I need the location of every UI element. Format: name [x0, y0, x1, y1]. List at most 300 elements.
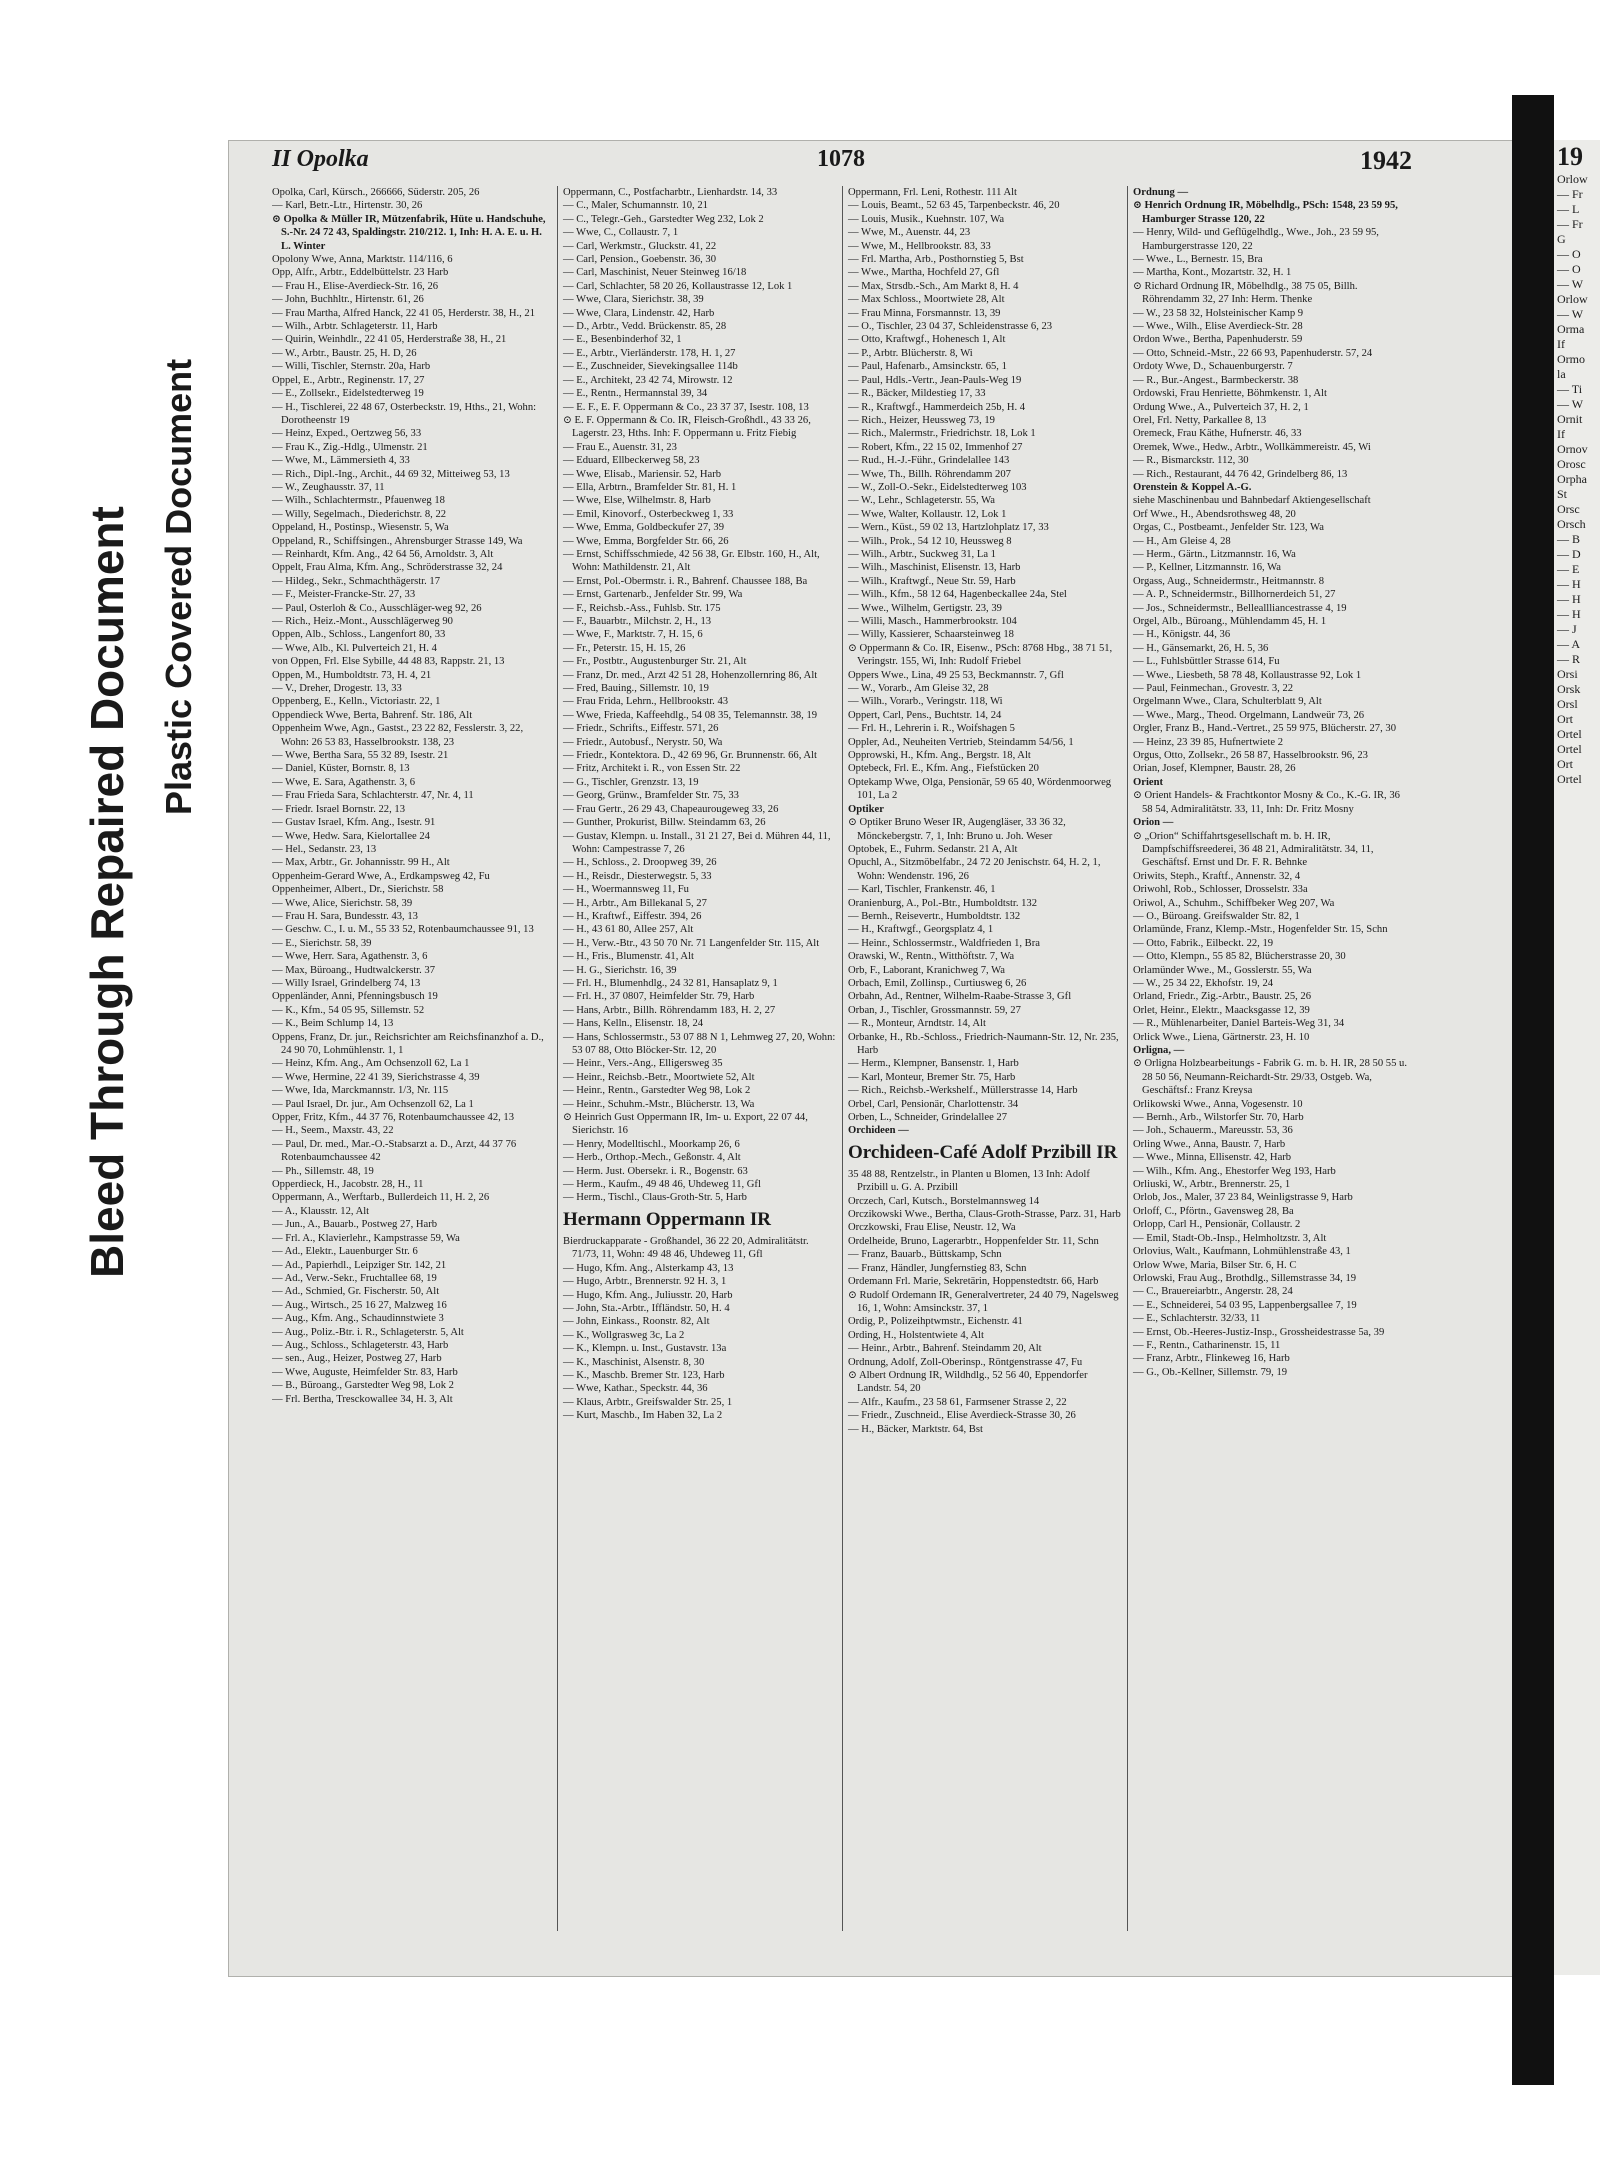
- directory-entry: Opprowski, H., Kfm. Ang., Bergstr. 18, Alt: [848, 750, 1031, 762]
- directory-entry: Orenstein & Koppel A.-G.: [1133, 481, 1252, 493]
- next-page-text-fragment: Ort: [1557, 712, 1573, 726]
- directory-entry: — E., Zuschneider, Sievekingsallee 114b: [563, 361, 738, 373]
- directory-entry: — Jun., A., Bauarb., Postweg 27, Harb: [272, 1219, 438, 1231]
- directory-entry: — R., Bäcker, Mildestieg 17, 33: [848, 388, 986, 400]
- directory-entry: — Wwe., Marg., Theod. Orgelmann, Landweür 73, 26: [1133, 709, 1365, 721]
- next-page-text-fragment: — B: [1557, 532, 1581, 546]
- directory-entry: — K., Kfm., 54 05 95, Sillemstr. 52: [272, 1004, 425, 1016]
- directory-entry: Orbahn, Ad., Rentner, Wilhelm-Raabe-Strasse 3, Gfl: [848, 991, 1072, 1003]
- directory-entry: — Franz, Dr. med., Arzt 42 51 28, Hohenzollernring 86, Alt: [563, 669, 818, 681]
- directory-entry: — Ph., Sillemstr. 48, 19: [272, 1165, 374, 1177]
- directory-entry: Orben, L., Schneider, Grindelallee 27: [848, 1112, 1008, 1124]
- directory-entry: ⊙ „Orion“ Schiffahrtsgesellschaft m. b. H. IR, Dampfschiffsreederei, 36 48 21, Admiralitätstr. 34, 11, Geschäftsf. Ernst und Dr. F. R. Behnke: [1133, 830, 1374, 869]
- directory-entry: — Karl, Monteur, Bremer Str. 75, Harb: [848, 1071, 1016, 1083]
- directory-entry: — Eduard, Ellbeckerweg 58, 23: [563, 455, 700, 467]
- directory-entry: — Friedr., Schrifts., Eiffestr. 571, 26: [563, 723, 719, 735]
- directory-entry: — Carl, Pension., Goebenstr. 36, 30: [563, 254, 717, 266]
- directory-entry: — Reinhardt, Kfm. Ang., 42 64 56, Arnoldstr. 3, Alt: [272, 548, 494, 560]
- directory-entry: Oppen, Alb., Schloss., Langenfort 80, 33: [272, 629, 446, 641]
- next-page-text-fragment: — O: [1557, 247, 1581, 261]
- directory-entry: — Frau Gertr., 26 29 43, Chapeaurougeweg 33, 26: [563, 803, 779, 815]
- directory-entry: — Wwe, E. Sara, Agathenstr. 3, 6: [272, 776, 416, 788]
- directory-entry: — Fr., Postbtr., Augustenburger Str. 21, Alt: [563, 656, 747, 668]
- directory-entry: — A., Klausstr. 12, Alt: [272, 1205, 370, 1217]
- directory-entry: Orb, F., Laborant, Kranichweg 7, Wa: [848, 964, 1005, 976]
- directory-entry: — Wwe., Liesbeth, 58 78 48, Kollaustrasse 92, Lok 1: [1133, 669, 1362, 681]
- directory-entry: Orion —: [1133, 817, 1174, 829]
- directory-entry: — Fred, Bauing., Sillemstr. 10, 19: [563, 683, 709, 695]
- directory-entry: — O., Tischler, 23 04 37, Schleidenstrasse 6, 23: [848, 321, 1053, 333]
- directory-entry: — Friedr., Kontektora. D., 42 69 96, Gr. Brunnenstr. 66, Alt: [563, 750, 817, 762]
- next-page-text-fragment: — O: [1557, 262, 1581, 276]
- next-page-text-fragment: la: [1557, 367, 1566, 381]
- directory-entry: — Louis, Beamt., 52 63 45, Tarpenbeckstr. 46, 20: [848, 200, 1060, 212]
- directory-entry: — Aug., Schloss., Schlageterstr. 43, Harb: [272, 1339, 449, 1351]
- directory-entry: — Willy, Kassierer, Schaarsteinweg 18: [848, 629, 1014, 641]
- directory-entry: — Otto, Kraftwgf., Hohenesch 1, Alt: [848, 334, 1006, 346]
- directory-entry: Ordelheide, Bruno, Lagerarbtr., Hoppenfelder Str. 11, Schn: [848, 1235, 1099, 1247]
- next-page-text-fragment: If: [1557, 337, 1565, 351]
- directory-entry: — Ad., Verw.-Sekr., Fruchtallee 68, 19: [272, 1272, 437, 1284]
- directory-entry: — Max, Arbtr., Gr. Johannisstr. 99 H., Alt: [272, 857, 450, 869]
- directory-entry: Oppert, Carl, Pens., Buchtstr. 14, 24: [848, 709, 1002, 721]
- directory-entry: — H., Woermannsweg 11, Fu: [563, 884, 689, 896]
- directory-entry: — Frau Frida, Lehrn., Hellbrookstr. 43: [563, 696, 729, 708]
- directory-entry: — Wwe, Else, Wilhelmstr. 8, Harb: [563, 495, 711, 507]
- directory-entry: — G., Tischler, Grenzstr. 13, 19: [563, 776, 699, 788]
- directory-entry: — Aug., Wirtsch., 25 16 27, Malzweg 16: [272, 1299, 447, 1311]
- directory-entry: — Herm., Kaufm., 49 48 46, Uhdeweg 11, Gfl: [563, 1179, 761, 1191]
- directory-entry: — V., Dreher, Drogestr. 13, 33: [272, 683, 402, 695]
- next-page-text-fragment: G: [1557, 232, 1566, 246]
- directory-entry: — Frl. Martha, Arb., Posthornstieg 5, Bst: [848, 254, 1024, 266]
- directory-entry: ⊙ Oppermann & Co. IR, Eisenw., PSch: 8768 Hbg., 38 71 51, Veringstr. 155, Wi, Inh: Rudolf Friebel: [848, 642, 1113, 668]
- directory-entry: — Joh., Schauerm., Mareusstr. 53, 36: [1133, 1125, 1293, 1137]
- directory-entry: — H., Schloss., 2. Droopweg 39, 26: [563, 857, 717, 869]
- directory-entry: — E., Schlachterstr. 32/33, 11: [1133, 1313, 1261, 1325]
- directory-entry: — Emil, Stadt-Ob.-Insp., Helmholtzstr. 3, Alt: [1133, 1232, 1327, 1244]
- directory-entry: — Wwe., Minna, Ellisenstr. 42, Harb: [1133, 1152, 1292, 1164]
- next-page-text-fragment: Orsi: [1557, 667, 1578, 681]
- directory-entry: — H., Reisdr., Diesterwegstr. 5, 33: [563, 870, 712, 882]
- directory-entry: — Wwe, Hedw. Sara, Kielortallee 24: [272, 830, 430, 842]
- directory-entry: — H., Verw.-Btr., 43 50 70 Nr. 71 Langenfelder Str. 115, Alt: [563, 937, 820, 949]
- directory-entry: Oppermann, A., Werftarb., Bullerdeich 11, H. 2, 26: [272, 1192, 490, 1204]
- directory-entry: — G., Ob.-Kellner, Sillemstr. 79, 19: [1133, 1366, 1288, 1378]
- directory-entry: Orban, J., Tischler, Grossmannstr. 59, 27: [848, 1004, 1021, 1016]
- directory-entry: — O., Büroang. Greifswalder Str. 82, 1: [1133, 910, 1300, 922]
- directory-entry: — Carl, Schlachter, 58 20 26, Kollaustrasse 12, Lok 1: [563, 280, 793, 292]
- next-page-text-fragment: Ort: [1557, 757, 1573, 771]
- directory-entry: — Paul Israel, Dr. jur., Am Ochsenzoll 62, La 1: [272, 1098, 474, 1110]
- directory-entry: Orczkowski, Frau Elise, Neustr. 12, Wa: [848, 1222, 1016, 1234]
- directory-entry: ⊙ Orient Handels- & Frachtkontor Mosny & Co., K.-G. IR, 36 58 54, Admiralitätstr. 33, 11, Inh: Dr. Fritz Mosny: [1133, 790, 1400, 815]
- directory-entry: Oppel, E., Arbtr., Reginenstr. 17, 27: [272, 374, 425, 386]
- directory-entry: — Paul, Feinmechan., Grovestr. 3, 22: [1133, 683, 1294, 695]
- directory-entry: Orland, Friedr., Zig.-Arbtr., Baustr. 25, 26: [1133, 991, 1312, 1003]
- directory-entry: — Wwe, Emma, Goldbeckufer 27, 39: [563, 522, 725, 534]
- directory-entry: — Frau Frieda Sara, Schlachterstr. 47, Nr. 4, 11: [272, 790, 474, 802]
- directory-entry: Ordnung, Adolf, Zoll-Oberinsp., Röntgenstrasse 47, Fu: [848, 1356, 1083, 1368]
- directory-entry: Orf Wwe., H., Abendsrothsweg 48, 20: [1133, 508, 1296, 520]
- directory-entry: — Frau E., Auenstr. 31, 23: [563, 441, 677, 453]
- directory-entry: — W., Lehr., Schlageterstr. 55, Wa: [848, 495, 995, 507]
- next-page-text-fragment: Orosc: [1557, 457, 1586, 471]
- next-page-text-fragment: — Ti: [1557, 382, 1583, 396]
- directory-entry: Ordowski, Frau Henriette, Böhmkenstr. 1, Alt: [1133, 388, 1327, 400]
- directory-entry: — Herm., Gärtn., Litzmannstr. 16, Wa: [1133, 548, 1296, 560]
- directory-entry: Orloff, C., Pförtn., Gavensweg 28, Ba: [1133, 1205, 1294, 1217]
- directory-entry: — D., Arbtr., Vedd. Brückenstr. 85, 28: [563, 321, 727, 333]
- directory-entry: — Wwe, Walter, Kollaustr. 12, Lok 1: [848, 508, 1007, 520]
- directory-entry: — E., Sierichstr. 58, 39: [272, 937, 372, 949]
- directory-entry: Optiker: [848, 803, 884, 815]
- directory-entry: ⊙ Albert Ordnung IR, Wildhdlg., 52 56 40, Eppendorfer Landstr. 54, 20: [848, 1369, 1088, 1395]
- directory-entry: — Wwe, Ida, Marckmannstr. 1/3, Nr. 115: [272, 1085, 449, 1097]
- directory-entry: — E., Zollsekr., Eidelstedterweg 19: [272, 388, 424, 400]
- advertisement-entry: Hermann Oppermann IR: [563, 1208, 771, 1230]
- directory-entry: — H., Königstr. 44, 36: [1133, 629, 1231, 641]
- directory-entry: — Wilh., Arbtr., Suckweg 31, La 1: [848, 548, 996, 560]
- directory-entry: — Frl. Bertha, Tresckowallee 34, H. 3, Alt: [272, 1393, 453, 1405]
- directory-entry: — H., Tischlerei, 22 48 67, Osterbeckstr. 19, Hths., 21, Wohn: Dorotheenstr 19: [272, 401, 537, 426]
- directory-entry: — Martha, Kont., Mozartstr. 32, H. 1: [1133, 267, 1292, 279]
- advertisement-entry: Orchideen-Café Adolf Przibill IR: [848, 1141, 1118, 1163]
- directory-entry: — Ella, Arbtrn., Bramfelder Str. 81, H. 1: [563, 481, 737, 493]
- directory-entry: — Wwe, Auguste, Heimfelder Str. 83, Harb: [272, 1366, 458, 1378]
- directory-entry: — Franz, Händler, Jungfernstieg 83, Schn: [848, 1262, 1027, 1274]
- directory-entry: — Emil, Kinovorf., Osterbeckweg 1, 33: [563, 508, 734, 520]
- directory-entry: — Paul, Dr. med., Mar.-O.-Stabsarzt a. D., Arzt, 44 37 76 Rotenbaumchaussee 42: [272, 1138, 517, 1164]
- directory-entry: — Wwe., L., Bernestr. 15, Bra: [1133, 254, 1263, 266]
- next-page-text-fragment: Orsc: [1557, 502, 1580, 516]
- directory-entry: — E., Rentn., Hermannstal 39, 34: [563, 388, 708, 400]
- directory-entry: Orgler, Franz B., Hand.-Vertret., 25 59 975, Blücherstr. 27, 30: [1133, 723, 1396, 735]
- directory-entry: — R., Mühlenarbeiter, Daniel Barteis-Weg 31, 34: [1133, 1018, 1345, 1030]
- directory-entry: Oppen, M., Humboldtstr. 73, H. 4, 21: [272, 669, 432, 681]
- directory-entry: Ording, H., Holstentwiete 4, Alt: [848, 1329, 984, 1341]
- next-page-text-fragment: Orma: [1557, 322, 1585, 336]
- directory-entry: — Frl. A., Klavierlehr., Kampstrasse 59, Wa: [272, 1232, 460, 1244]
- directory-entry: — Henry, Wild- und Geflügelhdlg., Wwe., Joh., 23 59 95, Hamburgerstrasse 120, 22: [1133, 227, 1379, 252]
- directory-entry: — F., Rentn., Catharinenstr. 15, 11: [1133, 1339, 1281, 1351]
- directory-entry: Orlamünder Wwe., M., Gosslerstr. 55, Wa: [1133, 964, 1312, 976]
- directory-entry: — Wilh., Schlachtermstr., Pfauenweg 18: [272, 495, 445, 507]
- directory-entry: — Friedr., Zuschneid., Elise Averdieck-Strasse 30, 26: [848, 1410, 1076, 1422]
- directory-entry: — E., Besenbinderhof 32, 1: [563, 334, 682, 346]
- column-2: [557, 186, 842, 1931]
- directory-entry: Ordon Wwe., Bertha, Papenhuderstr. 59: [1133, 334, 1303, 346]
- directory-entry: — Quirin, Weinhdlr., 22 41 05, Herderstraße 38, H., 21: [272, 334, 507, 346]
- directory-entry: Opperdieck, H., Jacobstr. 28, H., 11: [272, 1179, 424, 1191]
- next-page-text-fragment: — W: [1557, 307, 1584, 321]
- directory-entry: — H., Seem., Maxstr. 43, 22: [272, 1125, 394, 1137]
- next-page-text-fragment: Orlow: [1557, 292, 1588, 306]
- directory-entry: — H., Bäcker, Marktstr. 64, Bst: [848, 1423, 983, 1435]
- directory-entry: ⊙ Heinrich Gust Oppermann IR, Im- u. Export, 22 07 44, Sierichstr. 16: [563, 1112, 808, 1137]
- directory-entry: — L., Fuhlsbüttler Strasse 614, Fu: [1133, 656, 1280, 668]
- directory-entry: — Ad., Papierhdl., Leipziger Str. 142, 21: [272, 1259, 447, 1271]
- next-page-text-fragment: — D: [1557, 547, 1581, 561]
- directory-entry: — Wwe, Frieda, Kaffeehdlg., 54 08 35, Telemannstr. 38, 19: [563, 709, 818, 721]
- directory-entry: — E. F., E. F. Oppermann & Co., 23 37 37, Isestr. 108, 13: [563, 401, 809, 413]
- directory-entry: — Ad., Elektr., Lauenburger Str. 6: [272, 1246, 418, 1258]
- directory-entry: Orliuski, W., Arbtr., Brennerstr. 25, 1: [1133, 1179, 1291, 1191]
- next-page-text-fragment: — L: [1557, 202, 1580, 216]
- directory-entry: Orczikowski Wwe., Bertha, Claus-Groth-Strasse, Parz. 31, Harb: [848, 1209, 1121, 1221]
- directory-entry: — Carl, Werkmstr., Gluckstr. 41, 22: [563, 240, 717, 252]
- directory-entry: — Geschw. C., I. u. M., 55 33 52, Rotenbaumchaussee 91, 13: [272, 924, 534, 936]
- directory-entry: — Ernst, Ob.-Heeres-Justiz-Insp., Grossheidestrasse 5a, 39: [1133, 1326, 1385, 1338]
- directory-entry: Oppers Wwe., Lina, 49 25 53, Beckmannstr. 7, Gfl: [848, 669, 1064, 681]
- directory-entry: — Hugo, Arbtr., Brennerstr. 92 H. 3, 1: [563, 1276, 727, 1288]
- directory-entry: — Ernst, Schiffsschmiede, 42 56 38, Gr. Elbstr. 160, H., Alt, Wohn: Mathildenstr. 21, Alt: [563, 548, 820, 574]
- directory-entry: — Frau K., Zig.-Hdlg., Ulmenstr. 21: [272, 441, 428, 453]
- directory-entry: — Hel., Sedanstr. 23, 13: [272, 843, 377, 855]
- directory-entry: — E., Arbtr., Vierländerstr. 178, H. 1, 27: [563, 347, 736, 359]
- adjacent-page-edge: [1554, 140, 1600, 1975]
- directory-entry: — H., Gänsemarkt, 26, H. 5, 36: [1133, 642, 1269, 654]
- directory-entry: Orlob, Jos., Maler, 37 23 84, Weinligstrasse 9, Harb: [1133, 1192, 1353, 1204]
- next-page-text-fragment: Ortel: [1557, 742, 1582, 756]
- directory-entry: — Heinr., Rentn., Garstedter Weg 98, Lok 2: [563, 1085, 751, 1097]
- next-page-text-fragment: — Fr: [1557, 187, 1583, 201]
- directory-entry: — H. G., Sierichstr. 16, 39: [563, 964, 677, 976]
- next-page-text-fragment: Orsl: [1557, 697, 1578, 711]
- directory-entry: siehe Maschinenbau und Bahnbedarf Aktiengesellschaft: [1133, 495, 1371, 507]
- directory-entry: Orgas, C., Postbeamt., Jenfelder Str. 123, Wa: [1133, 522, 1324, 534]
- directory-entry: Orligna, —: [1133, 1045, 1185, 1056]
- directory-entry: — Herb., Orthop.-Mech., Geßonstr. 4, Alt: [563, 1152, 741, 1164]
- directory-entry: — Wwe, Bertha Sara, 55 32 89, Isestr. 21: [272, 750, 449, 762]
- next-page-text-fragment: Ornov: [1557, 442, 1588, 456]
- directory-entry: Opolka, Carl, Kürsch., 266666, Süderstr. 205, 26: [272, 187, 480, 198]
- directory-entry: — K., Maschinist, Alsenstr. 8, 30: [563, 1356, 705, 1368]
- directory-entry: Orlikowski Wwe., Anna, Vogesenstr. 10: [1133, 1098, 1303, 1110]
- directory-entry: — Fr., Peterstr. 15, H. 15, 26: [563, 642, 686, 654]
- directory-entry: — Hans, Kelln., Elisenstr. 18, 24: [563, 1018, 704, 1030]
- directory-entry: — Max, Büroang., Hudtwalckerstr. 37: [272, 964, 435, 976]
- directory-entry: — F., Bauarbtr., Milchstr. 2, H., 13: [563, 616, 712, 627]
- directory-entry: — Wwe, M., Lämmersieth 4, 33: [272, 455, 410, 467]
- next-page-text-fragment: — H: [1557, 592, 1581, 606]
- directory-entry: — Fritz, Architekt i. R., von Essen Str. 22: [563, 763, 741, 775]
- page-number: 1078: [817, 146, 865, 172]
- directory-entry: — Henry, Modelltischl., Moorkamp 26, 6: [563, 1138, 740, 1150]
- directory-entry: Oppler, Ad., Neuheiten Vertrieb, Steindamm 54/56, 1: [848, 736, 1074, 748]
- year-label: 1942: [1360, 146, 1412, 175]
- directory-entry: Orel, Frl. Netty, Parkallee 8, 13: [1133, 414, 1267, 426]
- directory-entry: — Frl. H., 37 0807, Heimfelder Str. 79, Harb: [563, 991, 755, 1003]
- directory-entry: — Wern., Küst., 59 02 13, Hartzlohplatz 17, 33: [848, 522, 1049, 534]
- directory-entry: — Wilh., Kfm., 58 12 64, Hagenbeckallee 24a, Stel: [848, 589, 1067, 601]
- directory-entry: — Hildeg., Sekr., Schmachthägerstr. 17: [272, 575, 440, 587]
- directory-entry: Oppens, Franz, Dr. jur., Reichsrichter am Reichsfinanzhof a. D., 24 90 70, Lohmühlenstr. 1, 1: [272, 1031, 544, 1056]
- column-1: [272, 186, 557, 1931]
- directory-entry: — Herm., Tischl., Claus-Groth-Str. 5, Harb: [563, 1192, 747, 1204]
- directory-entry: — W., Zoll-O.-Sekr., Eidelstedterweg 103: [848, 481, 1027, 493]
- directory-entry: Oppenländer, Anni, Pfenningsbusch 19: [272, 991, 438, 1003]
- directory-entry: — Louis, Musik., Kuehnstr. 107, Wa: [848, 213, 1005, 225]
- directory-entry: — W., 25 34 22, Ekhofstr. 19, 24: [1133, 977, 1274, 989]
- directory-entry: — H., 43 61 80, Allee 257, Alt: [563, 924, 694, 936]
- directory-entry: ⊙ Rudolf Ordemann IR, Generalvertreter, 24 40 79, Nagelsweg 16, 1, Wohn: Amsinckstr. 37, 1: [848, 1289, 1119, 1314]
- directory-entry: ⊙ Orligna Holzbearbeitungs - Fabrik G. m. b. H. IR, 28 50 55 u. 28 50 56, Neumann-Reichardt-Str. 29/33, Ostgeb. Wa, Geschäftsf.: Franz Kreysa: [1133, 1058, 1407, 1097]
- bleed-through-label: Bleed Through Repaired Document: [81, 506, 133, 1278]
- directory-entry: — H., Kraftwf., Eiffestr. 394, 26: [563, 910, 702, 922]
- directory-entry: — F., Meister-Francke-Str. 27, 33: [272, 589, 416, 601]
- directory-entry: — Wilh., Kraftwgf., Neue Str. 59, Harb: [848, 575, 1016, 587]
- directory-entry: — K., Beim Schlump 14, 13: [272, 1018, 394, 1030]
- directory-entry: — Wilh., Kfm. Ang., Ehestorfer Weg 193, Harb: [1133, 1165, 1336, 1177]
- directory-entry: Orling Wwe., Anna, Baustr. 7, Harb: [1133, 1138, 1286, 1150]
- directory-entry: — Rich., Malermstr., Friedrichstr. 18, Lok 1: [848, 428, 1036, 440]
- directory-entry: — Frl. H., Blumenhdlg., 24 32 81, Hansaplatz 9, 1: [563, 977, 778, 989]
- directory-entry: — Rud., H.-J.-Führ., Grindelallee 143: [848, 455, 1010, 467]
- next-page-text-fragment: Ormo: [1557, 352, 1585, 366]
- directory-entry: — Wilh., Maschinist, Elisenstr. 13, Harb: [848, 562, 1021, 574]
- next-page-text-fragment: Ortel: [1557, 727, 1582, 741]
- directory-entry: — C., Maler, Schumannstr. 10, 21: [563, 200, 708, 212]
- directory-entry: — Wwe, M., Auenstr. 44, 23: [848, 227, 971, 239]
- directory-entry: — C., Brauereiarbtr., Angerstr. 28, 24: [1133, 1286, 1293, 1298]
- directory-entry: — R., Bismarckstr. 112, 30: [1133, 455, 1249, 467]
- directory-entry: Ordoty Wwe, D., Schauenburgerstr. 7: [1133, 361, 1293, 373]
- next-page-text-fragment: If: [1557, 427, 1565, 441]
- directory-entry: — R., Monteur, Arndtstr. 14, Alt: [848, 1018, 986, 1030]
- directory-entry: ⊙ Richard Ordnung IR, Möbelhdlg., 38 75 05, Billh. Röhrendamm 32, 27 Inh: Herm. Thenke: [1133, 280, 1358, 306]
- directory-entry: — Wwe, Elisab., Mariensir. 52, Harb: [563, 468, 722, 480]
- directory-entry: — F., Reichsb.-Ass., Fuhlsb. Str. 175: [563, 602, 721, 614]
- directory-entry: Opolony Wwe, Anna, Marktstr. 114/116, 6: [272, 254, 453, 266]
- directory-entry: — Carl, Maschinist, Neuer Steinweg 16/18: [563, 267, 747, 279]
- directory-entry: — Rich., Dipl.-Ing., Archit., 44 69 32, Mitteiweg 53, 13: [272, 468, 510, 480]
- directory-entry: Oriwol, A., Schuhm., Schiffbeker Weg 207, Wa: [1133, 897, 1335, 909]
- directory-entry: — Paul, Hafenarb., Amsinckstr. 65, 1: [848, 361, 1007, 373]
- directory-entry: Orgel, Alb., Büroang., Mühlendamm 45, H. 1: [1133, 616, 1327, 627]
- directory-entry: ⊙ Optiker Bruno Weser IR, Augengläser, 33 36 32, Mönckebergstr. 7, 1, Inh: Bruno u. Joh. Weser: [848, 817, 1066, 842]
- directory-entry: Oppermann, Frl. Leni, Rothestr. 111 Alt: [848, 187, 1017, 198]
- directory-entry: — Hans, Arbtr., Billh. Röhrendamm 183, H. 2, 27: [563, 1004, 776, 1016]
- directory-entry: Oriwohl, Rob., Schlosser, Drosselstr. 33a: [1133, 884, 1308, 896]
- next-page-text-fragment: — R: [1557, 652, 1581, 666]
- directory-entry: Optobek, E., Fuhrm. Sedanstr. 21 A, Alt: [848, 843, 1018, 855]
- directory-entry: — Alfr., Kaufm., 23 58 61, Farmsener Strasse 2, 22: [848, 1396, 1067, 1408]
- directory-entry: — Heinz, 23 39 85, Hufnertwiete 2: [1133, 736, 1284, 748]
- directory-entry: — Karl, Betr.-Ltr., Hirtenstr. 30, 26: [272, 200, 423, 212]
- directory-entry: — Frl. H., Lehrerin i. R., Woifshagen 5: [848, 723, 1015, 735]
- directory-entry: — Heinz, Kfm. Ang., Am Ochsenzoll 62, La 1: [272, 1058, 470, 1070]
- directory-entry: — Wwe., Martha, Hochfeld 27, Gfl: [848, 267, 1000, 279]
- next-page-text-fragment: St: [1557, 487, 1568, 501]
- directory-entry: — Wwe, F., Marktstr. 7, H. 15, 6: [563, 629, 703, 641]
- directory-entry: — Willi, Masch., Hammerbrookstr. 104: [848, 616, 1017, 627]
- directory-entry: — Heinr., Schuhm.-Mstr., Blücherstr. 13, Wa: [563, 1098, 755, 1110]
- directory-entry: Orchideen —: [848, 1125, 909, 1137]
- directory-entry: Orbach, Emil, Zollinsp., Curtiusweg 6, 26: [848, 977, 1027, 989]
- directory-entry: — Heinz, Exped., Oertzweg 56, 33: [272, 428, 422, 440]
- directory-entry: — Willy Israel, Grindelberg 74, 13: [272, 977, 421, 989]
- directory-entry: Orczech, Carl, Kutsch., Borstelmannsweg 14: [848, 1195, 1040, 1207]
- directory-entry: Opper, Fritz, Kfm., 44 37 76, Rotenbaumchaussee 42, 13: [272, 1112, 515, 1124]
- directory-entry: — Heinr., Reichsb.-Betr., Moortwiete 52, Alt: [563, 1071, 755, 1083]
- directory-entry: Orlovius, Walt., Kaufmann, Lohmühlenstraße 43, 1: [1133, 1246, 1351, 1258]
- directory-entry: — Otto, Schneid.-Mstr., 22 66 93, Papenhuderstr. 57, 24: [1133, 347, 1373, 359]
- directory-entry: Oremeck, Frau Käthe, Hufnerstr. 46, 33: [1133, 428, 1302, 440]
- directory-entry: — Hans, Schlossermstr., 53 07 88 N 1, Lehmweg 27, 20, Wohn: 53 07 88, Otto Blöcker-Str. 12, 20: [563, 1031, 836, 1056]
- next-page-number-fragment: 19: [1557, 142, 1583, 171]
- directory-entry: — John, Einkass., Roonstr. 82, Alt: [563, 1316, 710, 1328]
- directory-entry: — Wwe, Emma, Borgfelder Str. 66, 26: [563, 535, 729, 547]
- directory-entry: — H., Arbtr., Am Billekanal 5, 27: [563, 897, 707, 909]
- directory-entry: — Hugo, Kfm. Ang., Juliusstr. 20, Harb: [563, 1289, 733, 1301]
- directory-entry: — E., Architekt, 23 42 74, Mirowstr. 12: [563, 374, 733, 386]
- directory-entry: — R., Kraftwgf., Hammerdeich 25b, H. 4: [848, 401, 1026, 413]
- directory-entry: Ordnung —: [1133, 187, 1189, 198]
- page-gutter-shadow: [1512, 95, 1554, 2085]
- column-4: [1127, 186, 1412, 1931]
- directory-entry: Orlowski, Frau Aug., Brothdlg., Sillemstrasse 34, 19: [1133, 1272, 1357, 1284]
- directory-entry: Oppenheimer, Albert., Dr., Sierichstr. 58: [272, 884, 444, 896]
- directory-entry: — E., Schneiderei, 54 03 95, Lappenbergsallee 7, 19: [1133, 1299, 1357, 1311]
- directory-entry: Oppelt, Frau Alma, Kfm. Ang., Schröderstrasse 32, 24: [272, 562, 503, 574]
- directory-entry: Orian, Josef, Klempner, Baustr. 28, 26: [1133, 763, 1296, 775]
- directory-entry: — Karl, Tischler, Frankenstr. 46, 1: [848, 884, 996, 896]
- directory-entry: — A. P., Schneidermstr., Billhornerdeich 51, 27: [1133, 589, 1336, 601]
- directory-entry: — John, Sta.-Arbtr., Iffländstr. 50, H. 4: [563, 1302, 730, 1314]
- directory-entry: — Aug., Poliz.-Btr. i. R., Schlageterstr. 5, Alt: [272, 1326, 464, 1338]
- directory-entry: — B., Büroang., Garstedter Weg 98, Lok 2: [272, 1380, 454, 1392]
- directory-entry: — K., Klempn. u. Inst., Gustavstr. 13a: [563, 1343, 727, 1355]
- directory-entry: — Otto, Klempn., 55 85 82, Blücherstrasse 20, 30: [1133, 951, 1346, 963]
- directory-entry: — H., Fris., Blumenstr. 41, Alt: [563, 951, 694, 963]
- directory-entry: — Frau Martha, Alfred Hanck, 22 41 05, Herderstr. 38, H., 21: [272, 307, 536, 319]
- next-page-text-fragment: — J: [1557, 622, 1577, 636]
- directory-entry: Oppenheim-Gerard Wwe, A., Erdkampsweg 42, Fu: [272, 870, 490, 882]
- directory-entry: — Max, Strsdb.-Sch., Am Markt 8, H. 4: [848, 280, 1019, 292]
- next-page-text-fragment: Orpha: [1557, 472, 1587, 486]
- directory-entry: ⊙ E. F. Oppermann & Co. IR, Fleisch-Großhdl., 43 33 26, Lagerstr. 23, Hths. Inh: F. Oppermann u. Fritz Fiebig: [563, 414, 811, 440]
- directory-entry: Oppeland, R., Schiffsingen., Ahrensburger Strasse 149, Wa: [272, 535, 523, 547]
- directory-entry: — Frau Minna, Forsmannstr. 13, 39: [848, 307, 1001, 319]
- directory-entry: — Robert, Kfm., 22 15 02, Immenhof 27: [848, 441, 1023, 453]
- directory-entry: — Klaus, Arbtr., Greifswalder Str. 25, 1: [563, 1396, 733, 1408]
- next-page-text-fragment: Orlow: [1557, 172, 1588, 186]
- page-header: [272, 146, 1412, 178]
- directory-entry: — Gustav Israel, Kfm. Ang., Isestr. 91: [272, 817, 436, 829]
- directory-entry: — Wwe, C., Collaustr. 7, 1: [563, 227, 679, 239]
- directory-entry: — Bernh., Reisevertr., Humboldtstr. 132: [848, 910, 1021, 922]
- directory-entry: Orbanke, H., Rb.-Schloss., Friedrich-Naumann-Str. 12, Nr. 235, Harb: [848, 1031, 1119, 1056]
- directory-entry: — Gustav, Klempn. u. Install., 31 21 27, Bei d. Mühren 44, 11, Wohn: Campestrasse 7, 26: [563, 830, 831, 855]
- directory-entry: — sen., Aug., Heizer, Postweg 27, Harb: [272, 1353, 442, 1365]
- directory-entry: — P., Kellner, Litzmannstr. 16, Wa: [1133, 562, 1281, 574]
- next-page-text-fragment: Ornit: [1557, 412, 1583, 426]
- directory-entry: — Ernst, Pol.-Obermstr. i. R., Bahrenf. Chaussee 188, Ba: [563, 575, 808, 587]
- next-page-text-fragment: Orsk: [1557, 682, 1581, 696]
- next-page-text-fragment: — W: [1557, 277, 1584, 291]
- directory-entry: — Rich., Reichsb.-Werkshelf., Müllerstrasse 14, Harb: [848, 1085, 1078, 1097]
- directory-entry: Orlamünde, Franz, Klemp.-Mstr., Hogenfelder Str. 15, Schn: [1133, 924, 1388, 936]
- directory-entry: — H., Kraftwgf., Georgsplatz 4, 1: [848, 924, 994, 936]
- directory-entry: Optebeck, Frl. E., Kfm. Ang., Fiefstücken 20: [848, 763, 1039, 775]
- directory-entry: Orgelmann Wwe., Clara, Schulterblatt 9, Alt: [1133, 696, 1322, 708]
- directory-columns: [272, 186, 1412, 1931]
- column-3: [842, 186, 1127, 1931]
- directory-entry: Opuchl, A., Sitzmöbelfabr., 24 72 20 Jenischstr. 64, H. 2, 1, Wohn: Wendenstr. 196, 26: [848, 857, 1101, 882]
- directory-entry: — Daniel, Küster, Bornstr. 8, 13: [272, 763, 410, 775]
- directory-entry: — Rich., Heizer, Heussweg 73, 19: [848, 414, 995, 426]
